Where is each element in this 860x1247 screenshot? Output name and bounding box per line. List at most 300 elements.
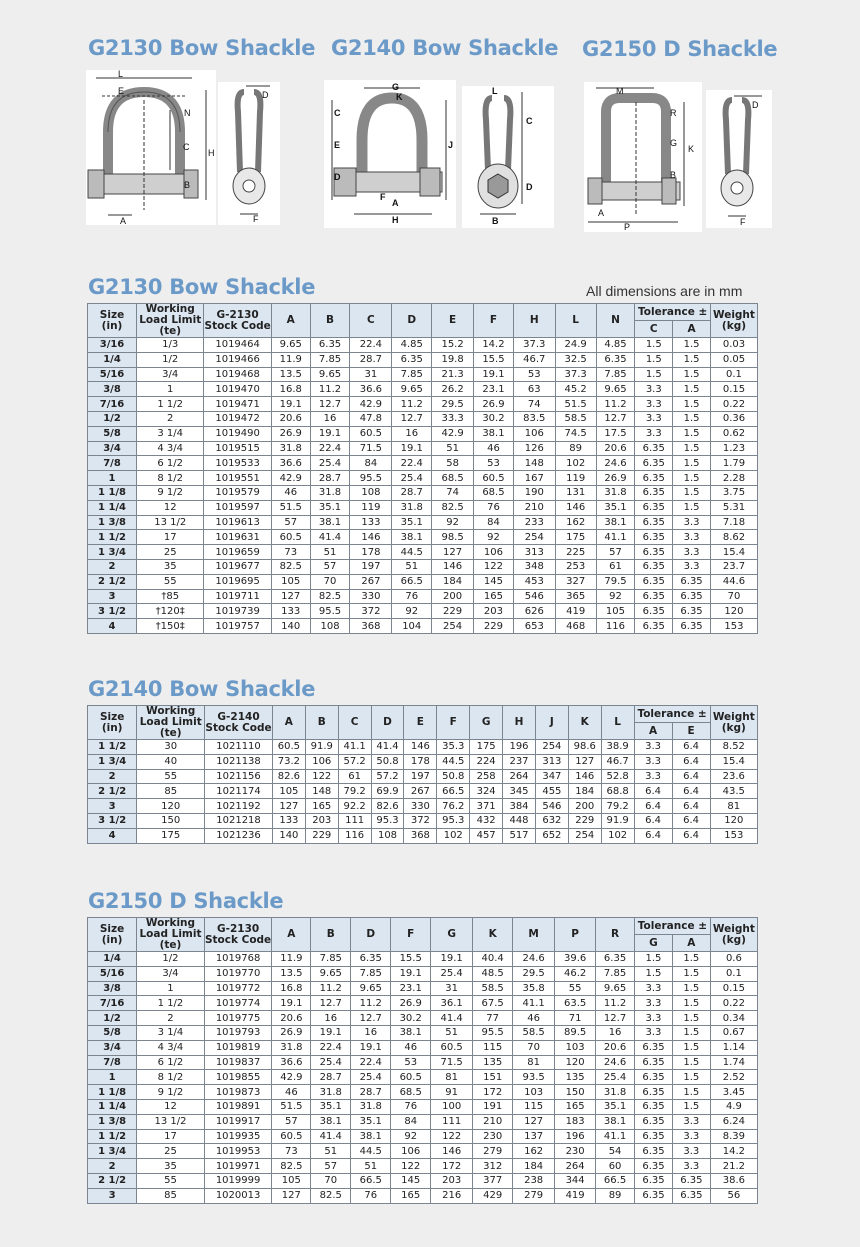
table-cell: 626 [513,604,555,619]
table-cell: 11.2 [596,996,635,1011]
table-cell: 324 [470,784,503,799]
table-cell: 0.34 [710,1011,757,1026]
table-cell: 21.2 [710,1159,757,1174]
table-cell: 6.4 [634,813,672,828]
table-cell: 3.3 [672,1159,710,1174]
table-cell: 8.62 [710,530,757,545]
table-cell: 51 [351,1159,391,1174]
table-cell: 229 [568,813,601,828]
table-cell: 77 [473,1011,513,1026]
table-cell: 81 [513,1055,555,1070]
dim-label: G [392,82,400,92]
table-row [88,1040,758,1055]
table-row [88,1159,758,1174]
table-cell: 69.9 [371,784,404,799]
table-cell: 15.5 [474,352,514,367]
table-cell: 6.35 [635,530,673,545]
dim-label: C [183,142,190,152]
table-row [88,397,758,412]
table-cell: 39.6 [555,952,596,967]
table-cell: 98.6 [568,740,601,755]
table-cell: 66.5 [392,574,432,589]
table-cell: 30.2 [474,411,514,426]
table-cell: 4.85 [596,338,635,353]
table-cell: 25 [137,545,204,560]
header-size: Size (in) [88,304,137,338]
table-cell: 210 [473,1114,513,1129]
table-cell: 71.5 [350,441,392,456]
table-cell: 197 [350,559,392,574]
table-cell: 0.6 [710,952,757,967]
size-cell: 2 1/2 [88,784,137,799]
table-cell: 35.1 [351,1114,391,1129]
table-cell: 384 [503,799,536,814]
table-cell: 6.35 [673,574,711,589]
table-cell: 6.35 [635,1085,673,1100]
table-row [88,813,758,828]
table-cell: 16 [596,1025,635,1040]
table-cell: 122 [391,1159,431,1174]
table-cell: 224 [470,754,503,769]
table-cell: 146 [350,530,392,545]
table-cell: 119 [350,500,392,515]
table-cell: 1019971 [204,1159,272,1174]
size-cell: 3/8 [88,981,137,996]
table-cell: 81 [431,1070,473,1085]
table-cell: 1/2 [137,952,205,967]
table-cell: 1019695 [204,574,271,589]
table-cell: 0.67 [710,1025,757,1040]
table-cell: 313 [513,545,555,560]
table-row [88,515,758,530]
table-cell: 12 [137,1099,205,1114]
dim-label: H [208,148,215,158]
table-cell: 1019999 [204,1173,272,1188]
table-cell: 6.4 [672,754,710,769]
table-cell: 15.2 [432,338,474,353]
header-working-load-limit: Working Load Limit (te) [137,918,205,952]
table-cell: 42.9 [350,397,392,412]
table-cell: 33.3 [432,411,474,426]
table-cell: 38.1 [391,1025,431,1040]
table-cell: 4 3/4 [137,1040,205,1055]
table-cell: 51 [432,441,474,456]
g2140-front-drawing [324,80,456,228]
table-cell: 104 [392,619,432,634]
table-cell: 41.1 [338,740,371,755]
table-cell: 36.1 [431,996,473,1011]
header-dimension: A [272,706,305,740]
table-cell: 63.5 [555,996,596,1011]
table-cell: 1021138 [205,754,273,769]
table-cell: 24.9 [555,338,596,353]
table-cell: 31.8 [392,500,432,515]
table-cell: 16 [392,426,432,441]
dim-label: K [688,144,695,154]
table-cell: 55 [137,1173,205,1188]
table-cell: 6.35 [635,1173,673,1188]
table-cell: 6.4 [672,740,710,755]
header-dimension: A [272,918,311,952]
table-cell: 41.1 [596,1129,635,1144]
dim-label: A [598,208,605,218]
table-cell: 35 [137,559,204,574]
table-cell: 190 [513,485,555,500]
table-cell: 12.7 [596,411,635,426]
table-cell: 89 [555,441,596,456]
table-cell: 3.45 [710,1085,757,1100]
table-cell: 9.65 [596,981,635,996]
table-cell: 11.2 [392,397,432,412]
header-dimension: N [596,304,635,338]
table-cell: 200 [432,589,474,604]
table-cell: 1.5 [673,338,711,353]
table-cell: 95.3 [437,813,470,828]
table-cell: 35.1 [596,500,635,515]
table-cell: 73 [272,1144,311,1159]
table-cell: 312 [473,1159,513,1174]
table-row [88,1070,758,1085]
table-cell: 22.4 [310,441,350,456]
table-cell: 53 [513,367,555,382]
table-cell: 60.5 [431,1040,473,1055]
table-cell: 103 [513,1085,555,1100]
table-cell: 150 [555,1085,596,1100]
table-cell: 172 [473,1085,513,1100]
table-cell: 327 [555,574,596,589]
table-cell: 79.2 [338,784,371,799]
table-cell: 6.35 [635,471,673,486]
table-cell: 11.2 [310,382,350,397]
size-cell: 1 3/8 [88,515,137,530]
table-row [88,382,758,397]
table-cell: 15.5 [391,952,431,967]
header-tolerance: Tolerance ± [634,706,710,723]
table-cell: 258 [470,769,503,784]
table-cell: 116 [596,619,635,634]
dim-label: E [334,140,341,150]
size-cell: 5/16 [88,367,137,382]
table-cell: 108 [350,485,392,500]
table-cell: 6.35 [392,352,432,367]
table-cell: 100 [431,1099,473,1114]
table-cell: 5.31 [710,500,757,515]
header-size: Size (in) [88,706,137,740]
table-cell: 46.7 [513,352,555,367]
size-cell: 1 [88,471,137,486]
table-cell: 57 [271,515,310,530]
table-cell: 140 [271,619,310,634]
table-cell: 81 [710,799,757,814]
table-cell: 1019631 [204,530,271,545]
table-cell: 3/4 [137,367,204,382]
g2150-spec-table [87,917,758,1204]
table-cell: 119 [555,471,596,486]
header-dimension: R [596,918,635,952]
header-dimension: D [351,918,391,952]
table-cell: 55 [137,769,205,784]
header-tolerance: Tolerance ± [635,918,711,935]
table-cell: 61 [596,559,635,574]
dim-label: H [392,215,399,225]
header-dimension: J [535,706,568,740]
table-row [88,411,758,426]
header-dimension: B [311,918,351,952]
table-cell: 6.35 [635,1070,673,1085]
table-cell: 146 [555,500,596,515]
table-cell: 254 [535,740,568,755]
table-row [88,485,758,500]
table-cell: 102 [601,828,634,843]
table-cell: 108 [371,828,404,843]
table-row [88,1055,758,1070]
size-cell: 1 3/4 [88,754,137,769]
table-row [88,1173,758,1188]
table-cell: 28.7 [350,352,392,367]
table-cell: 14.2 [474,338,514,353]
table-cell: 140 [272,828,305,843]
table-cell: 74 [432,485,474,500]
table-cell: 13.5 [272,966,311,981]
table-cell: 200 [568,799,601,814]
table-cell: 7.85 [596,966,635,981]
g2130-front-drawing [86,70,216,225]
table-cell: 203 [474,604,514,619]
table-cell: 31 [350,367,392,382]
table-row [88,545,758,560]
table-cell: 35 [137,1159,205,1174]
table-cell: 229 [305,828,338,843]
table-cell: 1.5 [635,338,673,353]
table-cell: 26.9 [272,1025,311,1040]
table-cell: 1.5 [635,966,673,981]
table-row [88,619,758,634]
table-cell: 1.5 [672,1011,710,1026]
table-cell: 82.6 [272,769,305,784]
table-cell: 153 [710,828,757,843]
table-row [88,754,758,769]
table-cell: 6.4 [672,784,710,799]
table-cell: 11.2 [311,981,351,996]
size-cell: 3 1/2 [88,813,137,828]
table-cell: 167 [513,471,555,486]
table-cell: 42.9 [272,1070,311,1085]
table-cell: 3.3 [673,545,711,560]
table-row [88,338,758,353]
table-cell: 41.4 [310,530,350,545]
dim-label: K [396,92,403,102]
table-cell: 35.1 [596,1099,635,1114]
table-cell: 31.8 [272,1040,311,1055]
header-dimension: C [350,304,392,338]
table-cell: †120‡ [137,604,204,619]
table-cell: 21.3 [432,367,474,382]
table-cell: 55 [137,574,204,589]
table-cell: 148 [513,456,555,471]
table-cell: 1019472 [204,411,271,426]
size-cell: 5/8 [88,426,137,441]
table-cell: 6.4 [634,784,672,799]
table-cell: 6.35 [635,1188,673,1203]
table-cell: 3.3 [635,411,673,426]
table-cell: 264 [555,1159,596,1174]
dim-label: F [253,214,259,224]
table-cell: 1021110 [205,740,273,755]
table-cell: 1.5 [673,367,711,382]
table-cell: 95.5 [310,604,350,619]
g2150-side-drawing [706,90,772,228]
table-cell: 36.6 [350,382,392,397]
table-cell: 1019711 [204,589,271,604]
table-cell: 1019659 [204,545,271,560]
table-cell: 184 [513,1159,555,1174]
table-cell: 237 [503,754,536,769]
dim-label: A [120,216,127,225]
table-cell: 115 [513,1099,555,1114]
table-cell: 3.3 [673,515,711,530]
table-cell: 6.35 [635,1040,673,1055]
table-cell: 68.5 [391,1085,431,1100]
size-cell: 2 [88,769,137,784]
size-cell: 3/4 [88,441,137,456]
table-cell: 368 [350,619,392,634]
table-cell: 1019470 [204,382,271,397]
table-cell: 6.35 [596,352,635,367]
size-cell: 1/4 [88,952,137,967]
size-cell: 2 1/2 [88,1173,137,1188]
header-dimension: F [391,918,431,952]
table-cell: 1.5 [672,1085,710,1100]
table-cell: 210 [513,500,555,515]
size-cell: 3 1/2 [88,604,137,619]
table-cell: 1019774 [204,996,272,1011]
table-cell: 6.35 [310,338,350,353]
size-cell: 2 1/2 [88,574,137,589]
table-cell: 455 [535,784,568,799]
table-cell: 1/3 [137,338,204,353]
table-cell: 19.1 [271,397,310,412]
size-cell: 1 1/4 [88,1099,137,1114]
table-cell: 41.1 [596,530,635,545]
units-note: All dimensions are in mm [586,283,743,299]
table-cell: 3.3 [634,754,672,769]
table-cell: 203 [431,1173,473,1188]
g2130-side-drawing [218,82,280,225]
table-cell: 3 1/4 [137,426,204,441]
table-cell: 230 [473,1129,513,1144]
table-cell: 42.9 [271,471,310,486]
table-row [88,441,758,456]
table-row [88,426,758,441]
table-cell: 145 [391,1173,431,1188]
table-cell: 1019793 [204,1025,272,1040]
table-cell: 254 [513,530,555,545]
table-cell: 66.5 [351,1173,391,1188]
table-cell: 108 [310,619,350,634]
table-cell: 92.2 [338,799,371,814]
dim-label: C [526,116,533,126]
size-cell: 3/8 [88,382,137,397]
table-cell: 1.5 [673,441,711,456]
table-cell: 57.2 [371,769,404,784]
table-cell: 95.5 [350,471,392,486]
table-cell: 267 [350,574,392,589]
table-cell: 365 [555,589,596,604]
table-cell: 29.5 [513,966,555,981]
table-cell: 115 [473,1040,513,1055]
table-cell: 91 [431,1085,473,1100]
header-working-load-limit: Working Load Limit (te) [137,706,205,740]
table-cell: 19.1 [391,966,431,981]
table-cell: 225 [555,545,596,560]
header-size: Size (in) [88,918,137,952]
header-tolerance-sub: G [635,935,673,952]
header-stock-code: G-2140 Stock Code [205,706,273,740]
table-cell: 68.5 [474,485,514,500]
table-cell: 8 1/2 [137,1070,205,1085]
table-cell: 92 [474,530,514,545]
size-cell: 1 3/4 [88,545,137,560]
table-cell: 46 [391,1040,431,1055]
table-cell: 279 [513,1188,555,1203]
size-cell: 3 [88,1188,137,1203]
table-cell: 35.1 [311,1099,351,1114]
table-cell: 453 [513,574,555,589]
table-cell: 38.9 [601,740,634,755]
table-cell: 372 [350,604,392,619]
table-cell: 6 1/2 [137,1055,205,1070]
table-row [88,828,758,843]
table-cell: 1019739 [204,604,271,619]
table-cell: 2 [137,1011,205,1026]
table-cell: 0.1 [710,367,757,382]
dim-label: L [118,70,124,79]
table-cell: 38.1 [596,515,635,530]
header-dimension: L [601,706,634,740]
table-cell: 67.5 [473,996,513,1011]
table-cell: 50.8 [371,754,404,769]
table-cell: 70 [311,1173,351,1188]
table-cell: 3.3 [672,1144,710,1159]
table-cell: 12.7 [310,397,350,412]
table-row [88,574,758,589]
table-cell: 57 [272,1114,311,1129]
table-cell: 3.3 [635,382,673,397]
table-row [88,1129,758,1144]
table-cell: 25 [137,1144,205,1159]
table-cell: 20.6 [272,1011,311,1026]
header-tolerance: Tolerance ± [635,304,711,321]
section-title-g2150: G2150 D Shackle [88,889,284,913]
table-cell: 7.85 [311,952,351,967]
table-row [88,1099,758,1114]
dim-label: G [670,138,678,148]
size-cell: 3 [88,799,137,814]
table-cell: 1019677 [204,559,271,574]
table-cell: 106 [391,1144,431,1159]
table-cell: 1019953 [204,1144,272,1159]
table-cell: 63 [513,382,555,397]
table-cell: 60.5 [350,426,392,441]
table-cell: 68.5 [432,471,474,486]
table-cell: 17.5 [596,426,635,441]
table-cell: 43.5 [710,784,757,799]
table-cell: 345 [503,784,536,799]
table-cell: 1019770 [204,966,272,981]
table-cell: 36.6 [271,456,310,471]
table-cell: 22.4 [392,456,432,471]
table-cell: 1.5 [635,352,673,367]
